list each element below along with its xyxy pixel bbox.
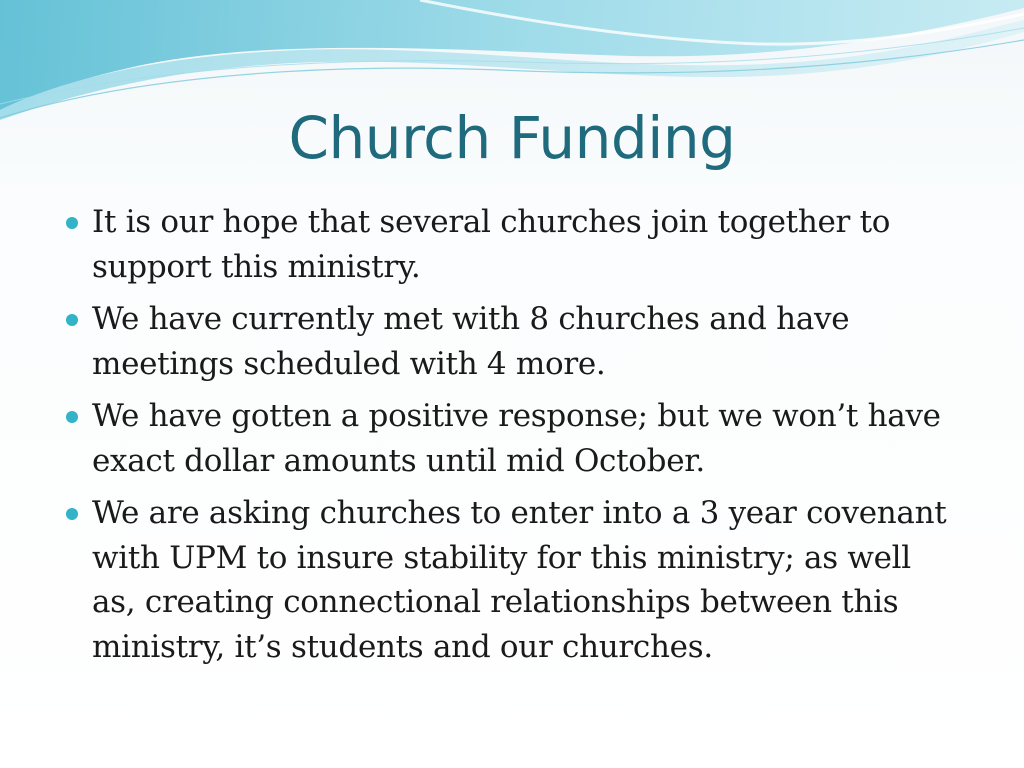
bullet-item xyxy=(62,394,962,483)
bullet-icon xyxy=(66,508,78,520)
bullet-text: We have gotten a positive response; but we won’t have exact dollar amounts until mid October. xyxy=(92,398,941,479)
bullet-item xyxy=(62,200,962,289)
bullet-icon xyxy=(66,314,78,326)
bullet-text: We are asking churches to enter into a 3 year covenant with UPM to insure stability for this ministry; as well as, creating connectional relationships between this ministry, it’s students and our churches. xyxy=(92,495,947,665)
slide-title: Church Funding xyxy=(288,104,736,172)
bullet-item xyxy=(62,297,962,386)
bullet-list xyxy=(62,200,962,677)
bullet-text: It is our hope that several churches join together to support this ministry. xyxy=(92,204,891,285)
bullet-icon xyxy=(66,217,78,229)
bullet-icon xyxy=(66,411,78,423)
bullet-text: We have currently met with 8 churches and have meetings scheduled with 4 more. xyxy=(92,301,850,382)
bullet-item xyxy=(62,491,962,669)
